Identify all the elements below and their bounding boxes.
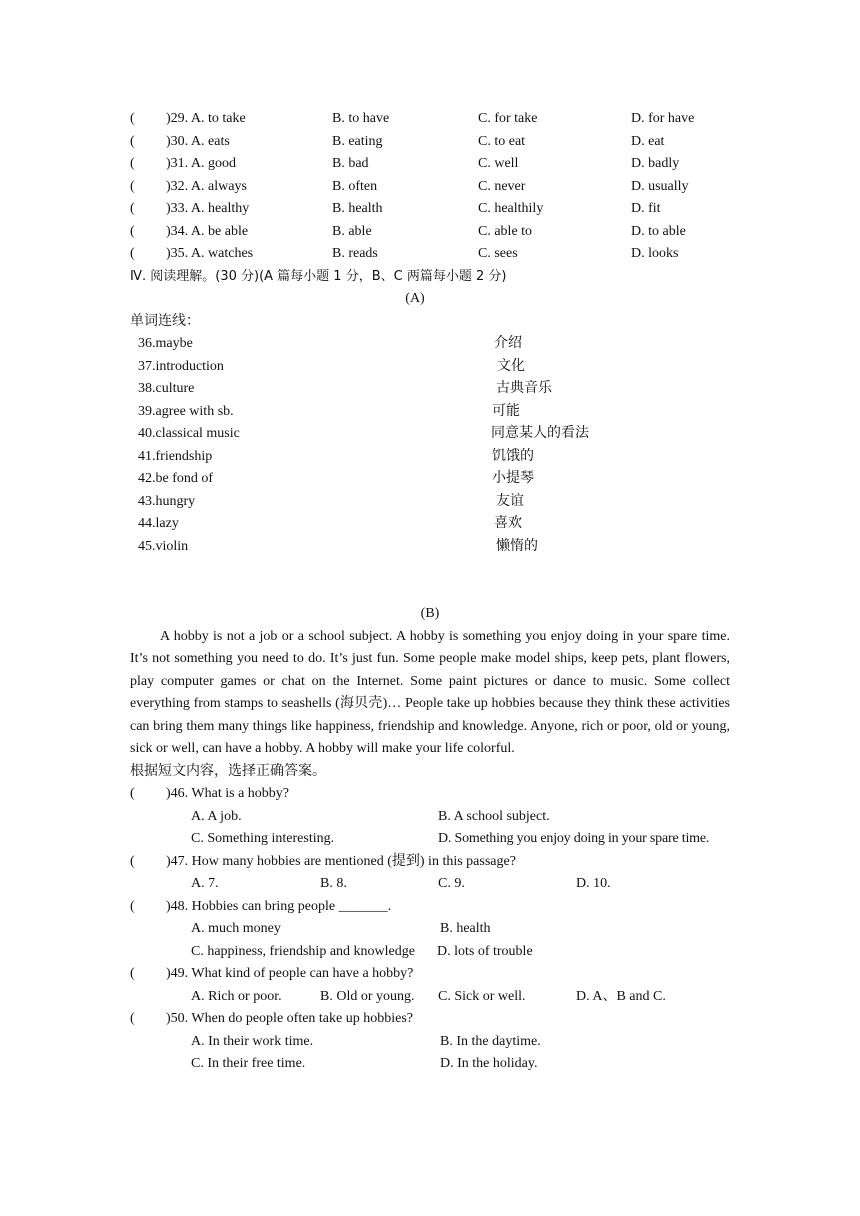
part-a-label: (A) bbox=[405, 291, 425, 306]
question-number: )35. bbox=[166, 246, 189, 261]
question-number: )33. bbox=[166, 201, 189, 216]
reading-question-list bbox=[130, 783, 730, 1076]
question-stem: )47. How many hobbies are mentioned (提到) in this passage? bbox=[166, 853, 516, 869]
english-word: 40.classical music bbox=[138, 426, 240, 441]
question-stem: )46. What is a hobby? bbox=[166, 786, 289, 801]
answer-blank: ( bbox=[130, 853, 135, 869]
option-c: C. sees bbox=[478, 246, 518, 261]
option-b: B. In the daytime. bbox=[440, 1033, 541, 1049]
spacer bbox=[130, 558, 730, 603]
option-a: A. to take bbox=[190, 111, 246, 126]
option-d: D. A、B and C. bbox=[576, 988, 666, 1004]
reading-question-49 bbox=[130, 963, 730, 986]
option-b: B. A school subject. bbox=[438, 808, 550, 824]
option-row bbox=[130, 941, 730, 964]
question-number: )34. bbox=[166, 223, 189, 239]
option-row bbox=[130, 806, 730, 829]
option-d: D. Something you enjoy doing in your spare time. bbox=[438, 831, 710, 846]
option-d: D. fit bbox=[631, 201, 661, 216]
match-row-41 bbox=[130, 446, 730, 469]
chinese-meaning: 古典音乐 bbox=[496, 381, 552, 396]
answer-blank: ( bbox=[130, 111, 135, 126]
section-heading: Ⅳ. 阅读理解。(30 分)(A 篇每小题 1 分，B、C 两篇每小题 2 分) bbox=[130, 268, 507, 284]
answer-blank: ( bbox=[130, 178, 135, 194]
option-a: A. watches bbox=[190, 246, 254, 261]
reading-question-47 bbox=[130, 851, 730, 874]
option-c: C. Something interesting. bbox=[191, 831, 335, 846]
option-c: C. Sick or well. bbox=[438, 988, 526, 1004]
reading-question-50 bbox=[130, 1008, 730, 1031]
option-a: A. eats bbox=[190, 133, 230, 149]
option-b: B. health bbox=[440, 921, 491, 936]
part-b-label: (B) bbox=[420, 606, 440, 621]
match-row-43 bbox=[130, 491, 730, 514]
option-d: D. eat bbox=[631, 133, 665, 149]
match-row-42 bbox=[130, 468, 730, 491]
english-word: 39.agree with sb. bbox=[138, 403, 234, 419]
option-c: C. to eat bbox=[478, 133, 526, 149]
match-row-36 bbox=[130, 333, 730, 356]
chinese-meaning: 同意某人的看法 bbox=[491, 426, 589, 441]
chinese-meaning: 小提琴 bbox=[492, 471, 534, 486]
option-b: B. eating bbox=[332, 133, 383, 149]
option-d: D. usually bbox=[631, 178, 689, 194]
option-a: A. 7. bbox=[191, 876, 219, 891]
option-a: A. Rich or poor. bbox=[191, 988, 282, 1004]
option-row bbox=[130, 1031, 730, 1054]
question-number: )32. bbox=[166, 178, 189, 194]
match-row-44 bbox=[130, 513, 730, 536]
english-word: 36.maybe bbox=[138, 336, 193, 351]
question-number: )31. bbox=[166, 156, 189, 171]
option-c: C. healthily bbox=[478, 201, 544, 216]
question-stem: )50. When do people often take up hobbies? bbox=[166, 1011, 414, 1026]
chinese-meaning: 文化 bbox=[497, 358, 525, 374]
option-d: D. In the holiday. bbox=[440, 1056, 538, 1071]
match-row-45 bbox=[130, 536, 730, 559]
option-row bbox=[130, 828, 730, 851]
option-c: C. never bbox=[478, 178, 526, 194]
question-stem: )48. Hobbies can bring people _______. bbox=[166, 898, 392, 914]
reading-passage: A hobby is not a job or a school subject. A hobby is something you enjoy doing in your spare time. It’s not something you need to do. It’s just fun. Some people make model ships, keep pets, plant flowers, play computer games or chat on the Internet. Some paint pictures or dance to music. Some collect everything from stamps to seashells (海贝壳)… People take up hobbies because they think these activities can bring them many things like happiness, friendship and knowledge. Anyone, rich or poor, old or young, sick or well, can have a hobby. A hobby will make your life colorful. bbox=[130, 628, 730, 756]
option-d: D. looks bbox=[631, 246, 679, 261]
option-d: D. 10. bbox=[576, 876, 611, 891]
word-matching-list bbox=[130, 333, 730, 558]
part-a-instruction: 单词连线： bbox=[130, 313, 200, 329]
option-c: C. 9. bbox=[438, 876, 465, 891]
answer-blank: ( bbox=[130, 786, 135, 801]
option-a: A. healthy bbox=[190, 201, 250, 216]
mc-question-35 bbox=[130, 243, 730, 266]
english-word: 38.culture bbox=[138, 381, 195, 396]
option-d: D. badly bbox=[631, 156, 680, 171]
option-a: A. In their work time. bbox=[191, 1033, 314, 1049]
mc-question-29 bbox=[130, 108, 730, 131]
option-a: A. good bbox=[190, 156, 237, 171]
option-d: D. for have bbox=[631, 111, 695, 126]
mc-question-31 bbox=[130, 153, 730, 176]
option-b: B. to have bbox=[332, 111, 390, 126]
option-b: B. able bbox=[332, 223, 372, 239]
reading-question-46 bbox=[130, 783, 730, 806]
option-row bbox=[130, 986, 730, 1009]
question-number: )30. bbox=[166, 133, 189, 149]
answer-blank: ( bbox=[130, 1011, 135, 1026]
chinese-meaning: 喜欢 bbox=[494, 516, 522, 531]
answer-blank: ( bbox=[130, 201, 135, 216]
option-c: C. well bbox=[478, 156, 519, 171]
option-d: D. to able bbox=[631, 223, 686, 239]
mc-question-list bbox=[130, 108, 730, 266]
option-b: B. 8. bbox=[320, 876, 347, 891]
mc-question-33 bbox=[130, 198, 730, 221]
option-a: A. always bbox=[190, 178, 247, 194]
answer-blank: ( bbox=[130, 898, 135, 914]
option-b: B. bad bbox=[332, 156, 369, 171]
option-b: B. health bbox=[332, 201, 383, 216]
option-a: A. A job. bbox=[191, 808, 242, 824]
mc-question-34 bbox=[130, 221, 730, 244]
answer-blank: ( bbox=[130, 966, 135, 981]
answer-blank: ( bbox=[130, 133, 135, 149]
option-b: B. Old or young. bbox=[320, 988, 415, 1004]
match-row-37 bbox=[130, 356, 730, 379]
english-word: 42.be fond of bbox=[138, 471, 214, 486]
reading-question-48 bbox=[130, 896, 730, 919]
question-number: )29. bbox=[166, 111, 189, 126]
mc-question-30 bbox=[130, 131, 730, 154]
chinese-meaning: 介绍 bbox=[494, 336, 522, 351]
english-word: 41.friendship bbox=[138, 448, 213, 464]
option-c: C. happiness, friendship and knowledge bbox=[191, 943, 415, 959]
option-a: A. much money bbox=[191, 921, 281, 936]
answer-blank: ( bbox=[130, 246, 135, 261]
option-row bbox=[130, 873, 730, 896]
english-word: 45.violin bbox=[138, 538, 189, 554]
chinese-meaning: 懒惰的 bbox=[496, 538, 538, 554]
option-a: A. be able bbox=[190, 223, 249, 239]
question-stem: )49. What kind of people can have a hobby? bbox=[166, 966, 414, 981]
match-row-38 bbox=[130, 378, 730, 401]
answer-blank: ( bbox=[130, 223, 135, 239]
match-row-40 bbox=[130, 423, 730, 446]
option-c: C. for take bbox=[478, 111, 538, 126]
option-b: B. reads bbox=[332, 246, 378, 261]
answer-blank: ( bbox=[130, 156, 135, 171]
exam-page bbox=[130, 108, 730, 1076]
option-d: D. lots of trouble bbox=[437, 943, 533, 959]
chinese-meaning: 可能 bbox=[492, 403, 520, 419]
chinese-meaning: 饥饿的 bbox=[492, 448, 534, 464]
option-row bbox=[130, 1053, 730, 1076]
option-c: C. In their free time. bbox=[191, 1056, 306, 1071]
option-c: C. able to bbox=[478, 223, 533, 239]
english-word: 44.lazy bbox=[138, 516, 179, 531]
english-word: 37.introduction bbox=[138, 358, 224, 374]
english-word: 43.hungry bbox=[138, 493, 196, 509]
match-row-39 bbox=[130, 401, 730, 424]
option-row bbox=[130, 918, 730, 941]
part-b-instruction: 根据短文内容，选择正确答案。 bbox=[130, 763, 326, 779]
chinese-meaning: 友谊 bbox=[496, 493, 524, 509]
mc-question-32 bbox=[130, 176, 730, 199]
option-b: B. often bbox=[332, 178, 378, 194]
